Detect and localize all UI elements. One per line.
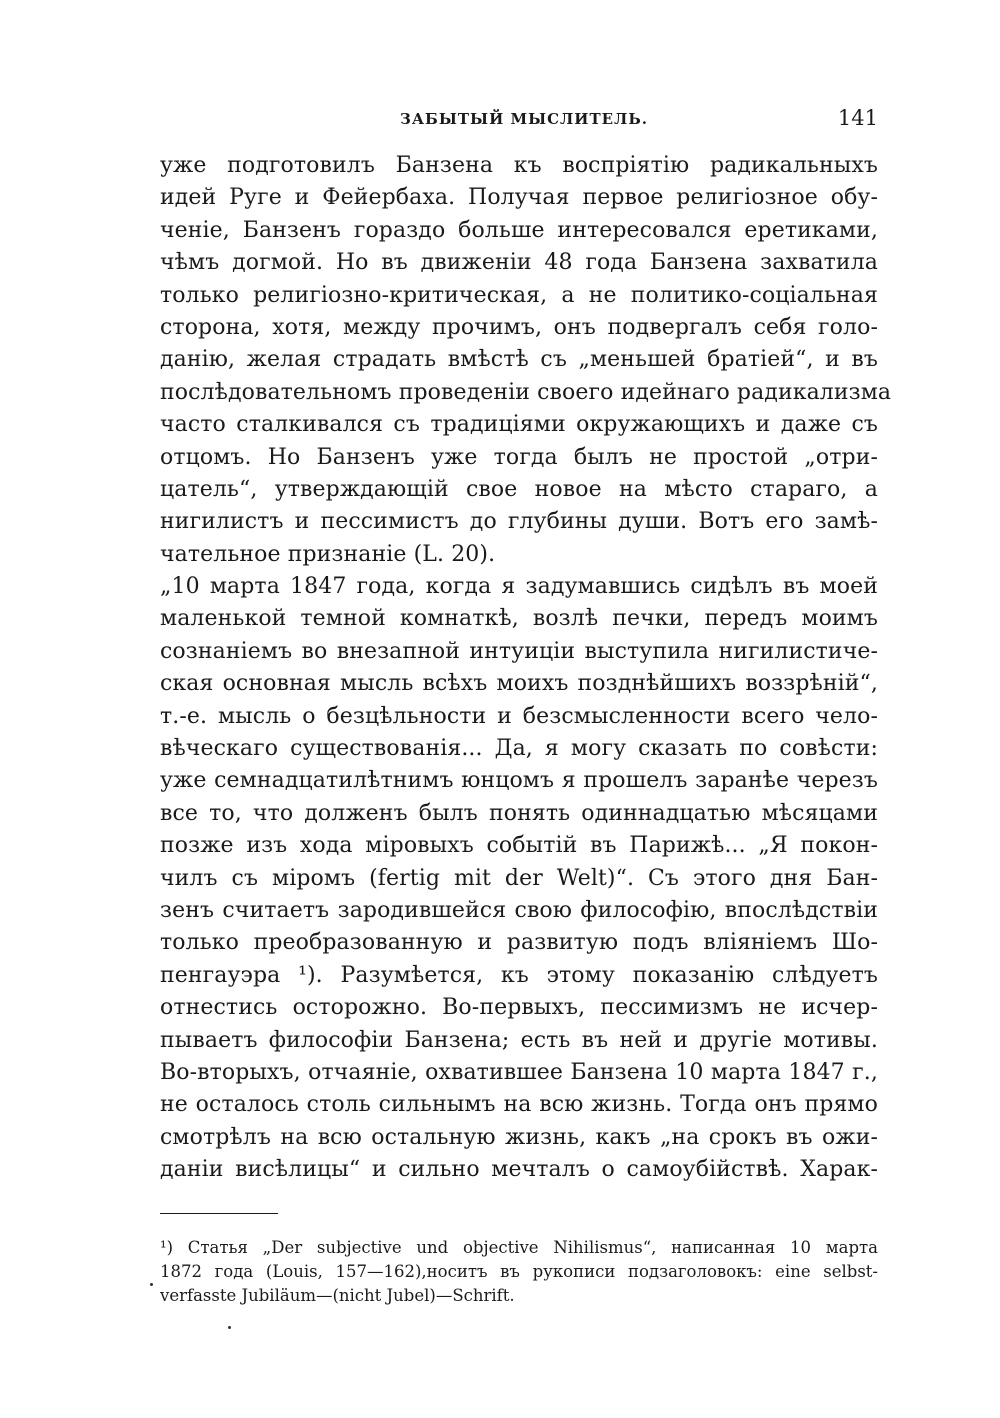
text-line: идей Руге и Фейербаха. Получая первое религіозное обу- [160,185,878,211]
text-line: ская основная мысль всѣхъ моихъ позднѣйшихъ воззрѣній“, [160,671,878,697]
text-line: пенгауэра ¹). Разумѣется, къ этому показанію слѣдуетъ [160,962,878,988]
text-line: послѣдовательномъ проведеніи своего идейнаго радикализма [160,379,892,405]
text-line: данію, желая страдать вмѣстѣ съ „меньшей братіей“, и въ [160,347,878,373]
paragraph-end-line: чательное признаніе (L. 20). [160,541,496,567]
text-line: чилъ съ міромъ (fertig mit der Welt)“. Съ этого дня Бан- [160,865,878,891]
footnotes [160,1236,878,1308]
text-line: позже изъ хода міровыхъ событій въ Парижѣ... „Я покон- [160,833,878,859]
text-line: чѣмъ догмой. Но въ движеніи 48 года Банзена захватила [160,250,878,276]
text-line: отнестись осторожно. Во-первыхъ, пессимизмъ не исчер- [160,995,878,1021]
text-line: только преобразованную и развитую подъ вліяніемъ Шо- [160,930,878,956]
text-line: „10 марта 1847 года, когда я задумавшись сидѣлъ въ моей [160,574,878,600]
text-line: Во-вторыхъ, отчаяніе, охватившее Банзена 10 марта 1847 г., [160,1059,878,1085]
text-line: сторона, хотя, между прочимъ, онъ подвергалъ себя голо- [160,314,878,340]
footnote-line: 1872 года (Louis, 157—162),носитъ въ рукописи подзаголовокъ: eine selbst- [160,1262,878,1281]
footnote-line: ¹) Статья „Der subjective und objective Nihilismus“, написанная 10 марта [160,1238,878,1257]
text-line: зенъ считаетъ зародившейся свою философію, впослѣдствіи [160,897,878,923]
text-line: отцомъ. Но Банзенъ уже тогда былъ не простой „отри- [160,444,878,470]
text-line: т.-е. мысль о безцѣльности и безсмысленности всего чело- [160,703,878,729]
text-line: не осталось столь сильнымъ на всю жизнь. Тогда онъ прямо [160,1092,878,1118]
text-line: маленькой темной комнаткѣ, возлѣ печки, передъ моимъ [160,606,878,632]
running-title: ЗАБЫТЫЙ МЫСЛИТЕЛЬ. [400,110,648,128]
text-line: только религіозно-критическая, а не политико-соціальная [160,282,878,308]
body-text [160,150,892,1187]
scan-speck [228,1326,231,1329]
text-line: уже подготовилъ Банзена къ воспріятію радикальныхъ [160,153,878,178]
text-line: ченіе, Банзенъ гораздо больше интересовался еретиками, [160,217,878,243]
text-line: все то, что долженъ былъ понять одиннадцатью мѣсяцами [160,800,878,826]
page-number: 141 [837,106,878,130]
footnote-line: verfasste Jubiläum—(nicht Jubel)—Schrift. [160,1286,515,1305]
text-line: даніи висѣлицы“ и сильно мечталъ о самоубійствѣ. Харак- [160,1157,878,1183]
text-line: уже семнадцатилѣтнимъ юнцомъ я прошелъ заранѣе черезъ [160,768,878,794]
text-line: сознаніемъ во внезапной интуиціи выступила нигилистиче- [160,638,878,664]
text-line: нигилистъ и пессимистъ до глубины души. Вотъ его замѣ- [160,509,878,535]
text-line: вѣческаго существованія... Да, я могу сказать по совѣсти: [160,736,878,762]
footnote-rule [160,1213,278,1214]
text-line: цатель“, утверждающій свое новое на мѣсто стараго, а [160,476,878,502]
text-line: часто сталкивался съ традиціями окружающихъ и даже съ [160,412,878,438]
text-line: пываетъ философіи Банзена; есть въ ней и другіе мотивы. [160,1027,878,1053]
running-head [160,106,878,132]
scan-speck [150,1283,153,1286]
text-line: смотрѣлъ на всю остальную жизнь, какъ „на срокъ въ ожи- [160,1124,878,1150]
